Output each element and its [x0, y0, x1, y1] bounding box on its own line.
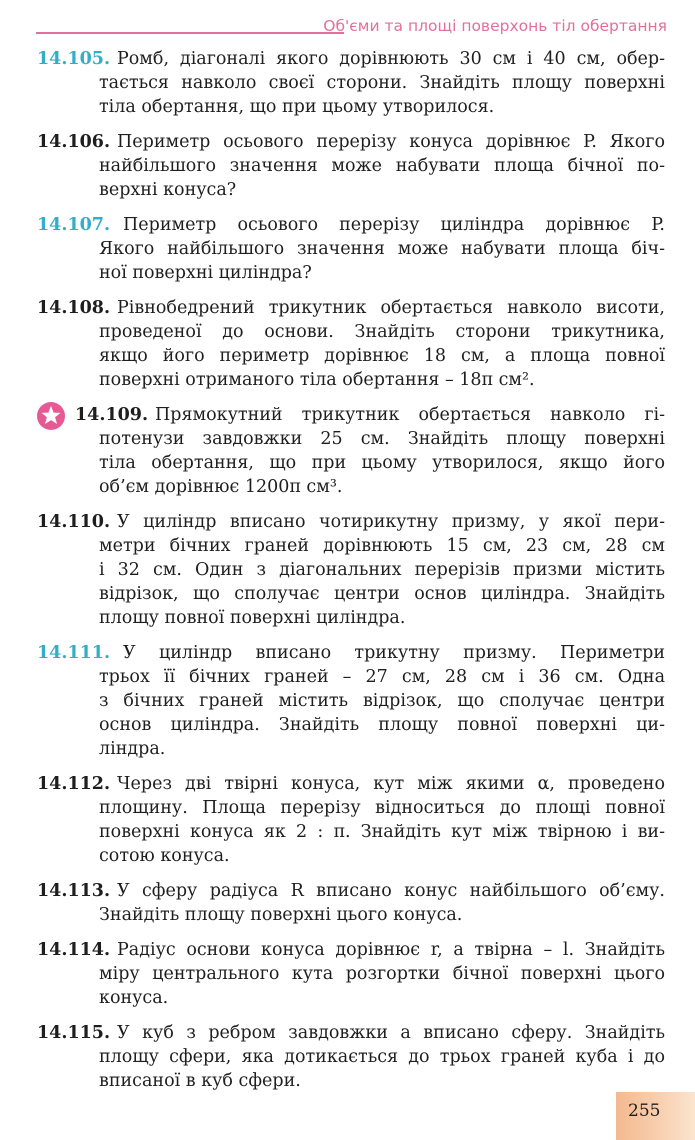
problem-line: Якого найбільшого значення може набувати площа біч-: [99, 239, 665, 259]
problem-line: міру центрального кута розгортки бічної поверхні цього: [99, 964, 665, 984]
problem-line: основ циліндра. Знайдіть площу повної поверхні ци-: [99, 715, 665, 735]
star-icon: [36, 401, 66, 431]
problem-14-110: [0, 510, 695, 630]
problem-line: об’єм дорівнює 1200π см³.: [99, 477, 343, 497]
problem-14-115: [0, 1021, 695, 1093]
problem-number: 14.115.: [37, 1023, 111, 1043]
problem-number: 14.114.: [37, 940, 111, 960]
problem-line: поверхні отриманого тіла обертання – 18π см².: [99, 370, 535, 390]
problem-line: тається навколо своєї сторони. Знайдіть площу поверхні: [99, 73, 665, 93]
problem-line: Ромб, діагоналі якого дорівнюють 30 см і 40 см, обер-: [117, 49, 665, 69]
problem-number: 14.110.: [37, 512, 111, 532]
problem-line: сотою конуса.: [99, 846, 230, 866]
problem-line: Периметр осьового перерізу циліндра дорівнює P.: [123, 215, 665, 235]
problem-line: і 32 см. Один з діагональних перерізів призми містить: [99, 560, 665, 580]
header-rule: [36, 32, 344, 34]
problem-line: якщо його периметр дорівнює 18 см, а площа повної: [99, 346, 665, 366]
problem-line: У циліндр вписано чотирикутну призму, у якої пери-: [117, 512, 665, 532]
problem-14-114: [0, 938, 695, 1010]
problem-line: площу повної поверхні циліндра.: [99, 608, 406, 628]
page-header: [36, 12, 667, 40]
page-number: 255: [628, 1101, 661, 1121]
problem-number: 14.111.: [37, 643, 111, 663]
problem-line: У сферу радіуса R вписано конус найбільшого об’єму.: [117, 881, 665, 901]
problem-number: 14.106.: [37, 132, 111, 152]
problem-line: з бічних граней містить відрізок, що сполучає центри: [99, 691, 665, 711]
problem-14-106: [0, 130, 695, 202]
problem-line: Периметр осьового перерізу конуса дорівнює P. Якого: [117, 132, 665, 152]
problem-line: Рівнобедрений трикутник обертається навколо висоти,: [117, 298, 665, 318]
problem-line: ліндра.: [99, 739, 166, 759]
problem-line: верхні конуса?: [99, 180, 237, 200]
problem-number: 14.113.: [37, 881, 111, 901]
problem-14-107: [0, 213, 695, 285]
problem-line: вписаної в куб сфери.: [99, 1071, 301, 1091]
problem-14-111: [0, 641, 695, 761]
problem-14-108: [0, 296, 695, 392]
problem-line: потенузи завдовжки 25 см. Знайдіть площу поверхні: [99, 429, 665, 449]
problem-14-113: [0, 879, 695, 927]
problem-line: метри бічних граней дорівнюють 15 см, 23 см, 28 см: [99, 536, 665, 556]
problem-line: Через дві твірні конуса, кут між якими α, проведено: [117, 774, 665, 794]
problem-14-105: [0, 47, 695, 119]
problem-number: 14.107.: [37, 215, 111, 235]
problem-line: У циліндр вписано трикутну призму. Периметри: [123, 643, 665, 663]
problem-number: 14.109.: [75, 405, 149, 425]
problem-line: найбільшого значення може набувати площа бічної по-: [99, 156, 665, 176]
problem-line: конуса.: [99, 988, 169, 1008]
problem-14-109: [0, 403, 695, 499]
problem-line: тіла обертання, що при цьому утворилося, якщо його: [99, 453, 665, 473]
header-title: Об'єми та площі поверхонь тіл обертання: [323, 17, 667, 35]
problem-line: У куб з ребром завдовжки a вписано сферу. Знайдіть: [117, 1023, 665, 1043]
problem-line: відрізок, що сполучає центри основ циліндра. Знайдіть: [99, 584, 665, 604]
problem-line: Прямокутний трикутник обертається навколо гі-: [155, 405, 665, 425]
problem-line: ної поверхні циліндра?: [99, 263, 312, 283]
problem-line: Знайдіть площу поверхні цього конуса.: [99, 905, 463, 925]
problem-list: [0, 47, 695, 1104]
problem-line: тіла обертання, що при цьому утворилося.: [99, 97, 495, 117]
problem-line: Радіус основи конуса дорівнює r, а твірна – l. Знайдіть: [117, 940, 665, 960]
problem-14-112: [0, 772, 695, 868]
problem-line: поверхні конуса як 2 : π. Знайдіть кут між твірною і ви-: [99, 822, 665, 842]
problem-line: площину. Площа перерізу відноситься до площі повної: [99, 798, 665, 818]
problem-number: 14.108.: [37, 298, 111, 318]
problem-line: трьох її бічних граней – 27 см, 28 см і 36 см. Одна: [99, 667, 665, 687]
problem-line: площу сфери, яка дотикається до трьох граней куба і до: [99, 1047, 665, 1067]
problem-number: 14.112.: [37, 774, 111, 794]
problem-line: проведеної до основи. Знайдіть сторони трикутника,: [99, 322, 665, 342]
problem-number: 14.105.: [37, 49, 111, 69]
